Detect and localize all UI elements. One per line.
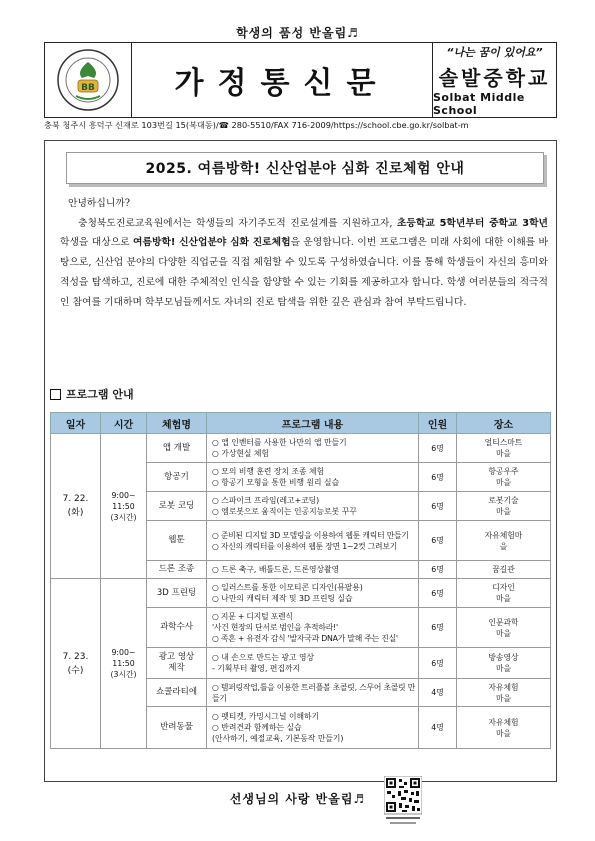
- activity-content: [207, 463, 419, 492]
- header-place: 장소: [457, 413, 551, 434]
- activity-name: 쇼콜라티에: [147, 679, 207, 707]
- activity-people: 6명: [419, 608, 457, 648]
- activity-name: 3D 프린팅: [147, 579, 207, 608]
- notice-title: 2025. 여름방학! 신산업분야 심화 진로체험 안내: [66, 152, 544, 184]
- place-line: 자유체험: [488, 682, 519, 692]
- content-line: ○ 나만의 캐릭터 제작 및 3D 프린팅 실습: [212, 594, 353, 603]
- content-line: - 기획부터 촬영, 편집까지: [212, 664, 301, 673]
- day1-date-cell: [51, 434, 101, 579]
- place-line: 마을: [495, 594, 512, 603]
- activity-name: 반려동물: [147, 707, 207, 749]
- activity-place: [457, 707, 551, 749]
- school-logo-cell: [45, 43, 132, 117]
- activity-name: 과학수사: [147, 608, 207, 648]
- top-slogan: 학생의 품성 반올림♬: [236, 26, 359, 40]
- activity-people: 6명: [419, 521, 457, 561]
- activity-people: 6명: [419, 434, 457, 463]
- activity-name-line: 제작: [168, 663, 185, 673]
- header-time: 시간: [101, 413, 147, 434]
- content-line: ○ 족흔 + 유전자 감식 '발자국과 DNA가 말해 주는 진실': [212, 634, 398, 643]
- header-content: 프로그램 내용: [207, 413, 419, 434]
- content-line: ○ 모의 비행 훈련 장치 조종 체험: [212, 467, 325, 476]
- activity-name: 웹툰: [147, 521, 207, 561]
- place-line: 디자인: [492, 583, 515, 592]
- activity-place: [457, 579, 551, 608]
- content-line: ○ 드론 축구, 배틀드론, 드론영상촬영: [212, 565, 340, 574]
- activity-people: 4명: [419, 707, 457, 749]
- school-motto: “나는 꿈이 있어요”: [446, 45, 543, 59]
- intro-text-1: 충청북도진로교육원에서는 학생들의 자기주도적 진로설계를 지원하고자,: [78, 217, 397, 229]
- activity-place: [457, 679, 551, 707]
- activity-name: [147, 648, 207, 679]
- content-line: ○ 일러스트를 통한 이모티콘 디자인(뮤팔용): [212, 583, 363, 592]
- intro-target-grades: 초등학교 5학년부터 중학교 3학년: [396, 217, 548, 229]
- content-line: (안사하기, 예절교육, 기본동작 만들기): [212, 734, 344, 743]
- qr-code-icon[interactable]: [384, 776, 422, 828]
- activity-people: 4명: [419, 679, 457, 707]
- day1-time-end: 11:50: [112, 501, 135, 511]
- table-row: [51, 434, 551, 463]
- place-line: 자유체험: [488, 717, 519, 727]
- activity-place: [457, 463, 551, 492]
- content-line: ○ 가상현실 체험: [212, 449, 269, 458]
- activity-name: 드론 조종: [147, 561, 207, 579]
- place-line: 로봇기술: [488, 496, 519, 505]
- day2-duration: (3시간): [110, 670, 137, 679]
- content-line: ○ 앱 인벤터를 사용한 나만의 앱 만들기: [212, 438, 347, 447]
- activity-name: 로봇 코딩: [147, 492, 207, 521]
- content-line: ○ 준비된 디지털 3D 모델링을 이용하여 웹툰 캐릭터 만들기: [212, 530, 409, 540]
- place-line: 마을: [495, 693, 512, 703]
- section-heading: [50, 386, 134, 402]
- day1-duration: (3시간): [110, 512, 137, 522]
- activity-content: [207, 648, 419, 679]
- place-line: 꿈길관: [492, 565, 515, 574]
- activity-people: 6명: [419, 579, 457, 608]
- greeting: 안녕하십니까?: [68, 198, 131, 209]
- school-name-en: Solbat Middle School: [433, 90, 525, 117]
- place-line: 항공우주: [488, 467, 519, 476]
- activity-content: [207, 707, 419, 749]
- activity-content: [207, 579, 419, 608]
- activity-people: 6명: [419, 648, 457, 679]
- header-activity: 체험명: [147, 413, 207, 434]
- place-line: 인문과학: [488, 617, 519, 627]
- place-line: 을: [499, 541, 508, 551]
- intro-paragraph: [60, 214, 548, 313]
- activity-content: [207, 492, 419, 521]
- place-line: 마을: [495, 728, 512, 738]
- notice-body: [60, 194, 548, 312]
- activity-name-line: 광고 영상: [158, 652, 195, 662]
- place-line: 마을: [495, 449, 512, 458]
- newsletter-header: [44, 42, 557, 118]
- activity-people: 6명: [419, 492, 457, 521]
- school-cell: [433, 43, 556, 117]
- newsletter-title: 가정통신문: [174, 66, 390, 101]
- activity-place: [457, 434, 551, 463]
- table-header-row: [51, 413, 551, 434]
- title-cell: [132, 43, 433, 117]
- table-row: [51, 579, 551, 608]
- header-date: 일자: [51, 413, 101, 434]
- day1-date: 7. 22.: [62, 494, 89, 504]
- place-line: 마을: [495, 478, 512, 487]
- intro-text-3: 을 운영합니다. 이번 프로그램은 미래 사회에 대한 이해를 바탕으로, 신산업 분야의 다양한 직업군을 직접 체험할 수 있도록 구성하였습니다. 이를 통해 학생들이 자신의 흥미와 적성을 탐색하고, 진로에 대한 주체적인 인식을 함양할 수 있는 기회를 제공하고자 합니다. 학생 여러분들의 적극적인 참여를 기대하며 학부모님들께서도 자녀의 진로 탐색을 위한 깊은 관심과 참여 부탁드립니다.: [60, 237, 548, 308]
- content-line: ○ 엠로봇으로 움직이는 인공지능로봇 꾸꾸: [212, 507, 357, 516]
- day1-time-cell: [101, 434, 147, 579]
- logo-letters: BB: [81, 83, 95, 93]
- content-line: ○ 자신의 캐릭터를 이용하여 웹툰 장면 1~2컷 그려보기: [212, 541, 398, 551]
- activity-content: [207, 434, 419, 463]
- square-bullet-icon: [50, 389, 61, 400]
- school-logo-icon: [56, 48, 120, 112]
- content-line: ○ 템퍼링작업,틀을 이용한 트러플볼 초콜릿, 스무어 초콜릿 만들기: [212, 682, 416, 703]
- place-line: 자유체험마: [484, 530, 523, 540]
- activity-people: 6명: [419, 561, 457, 579]
- section-title: 프로그램 안내: [66, 388, 134, 401]
- place-line: 마을: [495, 507, 512, 516]
- school-address: 충북 청주시 흥덕구 신재로 103번길 15(복대동)/☎ 280-5510/FAX 716-2009/https://school.cbe.go.kr/solbat-m: [44, 120, 469, 130]
- place-line: 마을: [495, 628, 512, 638]
- activity-name: 항공기: [147, 463, 207, 492]
- intro-text-2: 학생을 대상으로: [60, 237, 134, 249]
- content-line: ○ 반려견과 함께하는 실습: [212, 723, 302, 732]
- content-line: '사건 현장의 단서로 범인을 추적하라!': [212, 623, 338, 632]
- place-line: 방송영상: [488, 653, 519, 662]
- activity-place: [457, 521, 551, 561]
- activity-content: [207, 608, 419, 648]
- activity-content: [207, 521, 419, 561]
- day1-weekday: (화): [67, 508, 84, 518]
- intro-program-name: 여름방학! 신산업분야 심화 진로체험: [133, 237, 291, 249]
- day2-time: 9:00~: [111, 648, 136, 657]
- content-line: ○ 항공기 모형을 통한 비행 원리 실습: [212, 478, 340, 487]
- activity-content: [207, 561, 419, 579]
- activity-place: [457, 608, 551, 648]
- activity-people: 6명: [419, 463, 457, 492]
- day2-time-cell: [101, 579, 147, 749]
- activity-name: 앱 개발: [147, 434, 207, 463]
- activity-place: [457, 561, 551, 579]
- place-line: 얼티스마트: [484, 438, 523, 447]
- content-line: ○ 스파이크 프라임(레고+코딩): [212, 496, 320, 505]
- school-name: 솔발중학교: [438, 65, 551, 90]
- day2-time-end: 11:50: [112, 659, 135, 668]
- activity-place: [457, 492, 551, 521]
- content-line: ○ 내 손으로 만드는 광고 영상: [212, 653, 315, 662]
- footer-slogan: 선생님의 사랑 반올림♬: [229, 792, 366, 806]
- program-table: [50, 412, 551, 749]
- place-line: 마을: [495, 664, 512, 673]
- activity-place: [457, 648, 551, 679]
- day1-time: 9:00~: [111, 490, 136, 500]
- day2-date-cell: [51, 579, 101, 749]
- activity-content: [207, 679, 419, 707]
- content-line: ○ 지문 + 디지털 포렌식: [212, 612, 293, 621]
- day2-weekday: (수): [67, 665, 84, 676]
- content-line: ○ 펫티켓, 카밍시그널 이해하기: [212, 712, 320, 721]
- header-people: 인원: [419, 413, 457, 434]
- day2-date: 7. 23.: [62, 651, 89, 662]
